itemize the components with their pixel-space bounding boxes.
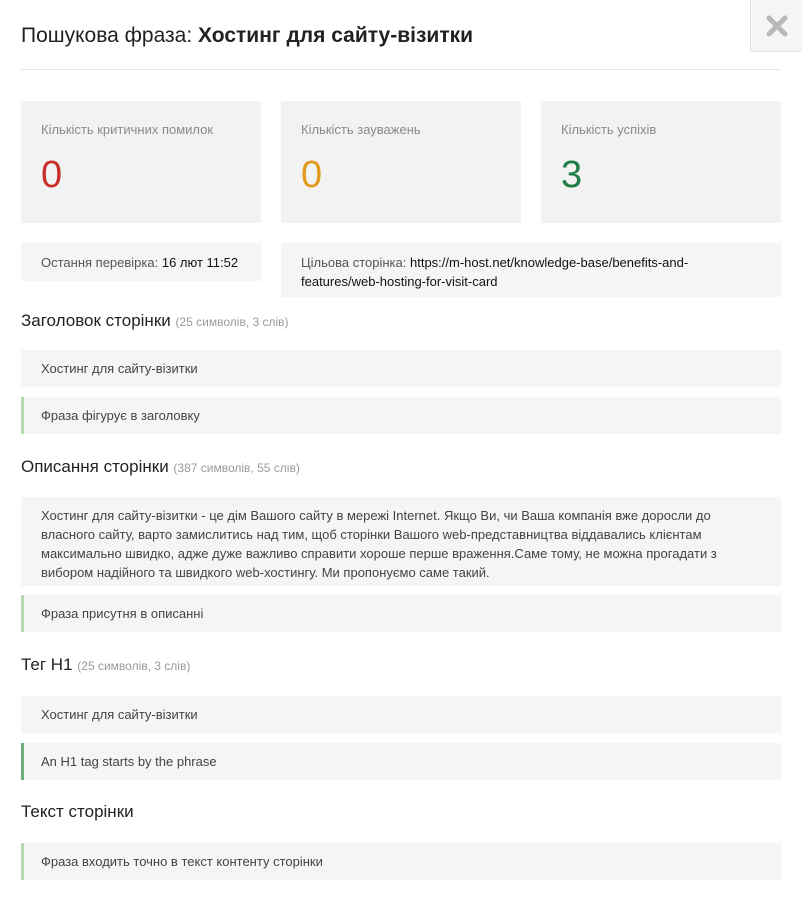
section-heading: Описання сторінки — [21, 457, 169, 476]
section-heading: Тег H1 — [21, 655, 73, 674]
text-note: Фраза входить точно в текст контенту сторінки — [21, 843, 781, 880]
page-title-note: Фраза фігурує в заголовку — [21, 397, 781, 434]
target-page-label: Цільова сторінка: — [301, 255, 407, 270]
h1-note: An H1 tag starts by the phrase — [21, 743, 781, 780]
warnings-card — [281, 101, 521, 223]
target-page-box — [281, 243, 781, 297]
section-page-title-heading — [21, 310, 289, 333]
critical-errors-label: Кількість критичних помилок — [41, 122, 214, 137]
page-title-content: Хостинг для сайту-візитки — [21, 350, 781, 387]
section-text-heading — [21, 801, 134, 823]
section-meta: (387 символів, 55 слів) — [173, 461, 300, 475]
last-check-label: Остання перевірка: — [41, 255, 159, 270]
description-note: Фраза присутня в описанні — [21, 595, 781, 632]
h1-content: Хостинг для сайту-візитки — [21, 696, 781, 733]
section-description-heading — [21, 456, 300, 479]
warnings-value: 0 — [301, 154, 323, 196]
warnings-label: Кількість зауважень — [301, 122, 421, 137]
page-title — [21, 22, 781, 50]
critical-errors-card — [21, 101, 261, 223]
stats-panel — [21, 101, 781, 223]
successes-label: Кількість успіхів — [561, 122, 657, 137]
title-prefix: Пошукова фраза: — [21, 24, 199, 47]
section-heading: Текст сторінки — [21, 802, 134, 821]
target-page-url[interactable]: https://m-host.net/knowledge-base/benefits-and-features/web-hosting-for-visit-card — [301, 255, 689, 289]
successes-value: 3 — [561, 154, 583, 196]
section-meta: (25 символів, 3 слів) — [175, 315, 289, 329]
info-row — [21, 243, 781, 297]
description-content: Хостинг для сайту-візитки - це дім Вашого сайту в мережі Internet. Якщо Ви, чи Ваша компанія вже доросли до власного сайту, варто замислитись над тим, щоб сторінки Вашого web-представництва віддавались клієнтам максимально швидко, адже дуже важливо справити хороше перше враження.Саме тому, не можна прогадати з вибором надійного та швидкого web-хостингу. Ми пропонуємо саме такий. — [21, 497, 781, 586]
section-meta: (25 символів, 3 слів) — [77, 659, 191, 673]
successes-card — [541, 101, 781, 223]
search-phrase: Хостинг для сайту-візитки — [198, 24, 474, 47]
modal-header — [21, 22, 781, 70]
last-check-value: 16 лют 11:52 — [161, 255, 239, 270]
section-h1-heading — [21, 654, 190, 677]
last-check-box — [21, 243, 261, 281]
critical-errors-value: 0 — [41, 154, 63, 196]
section-heading: Заголовок сторінки — [21, 311, 171, 330]
